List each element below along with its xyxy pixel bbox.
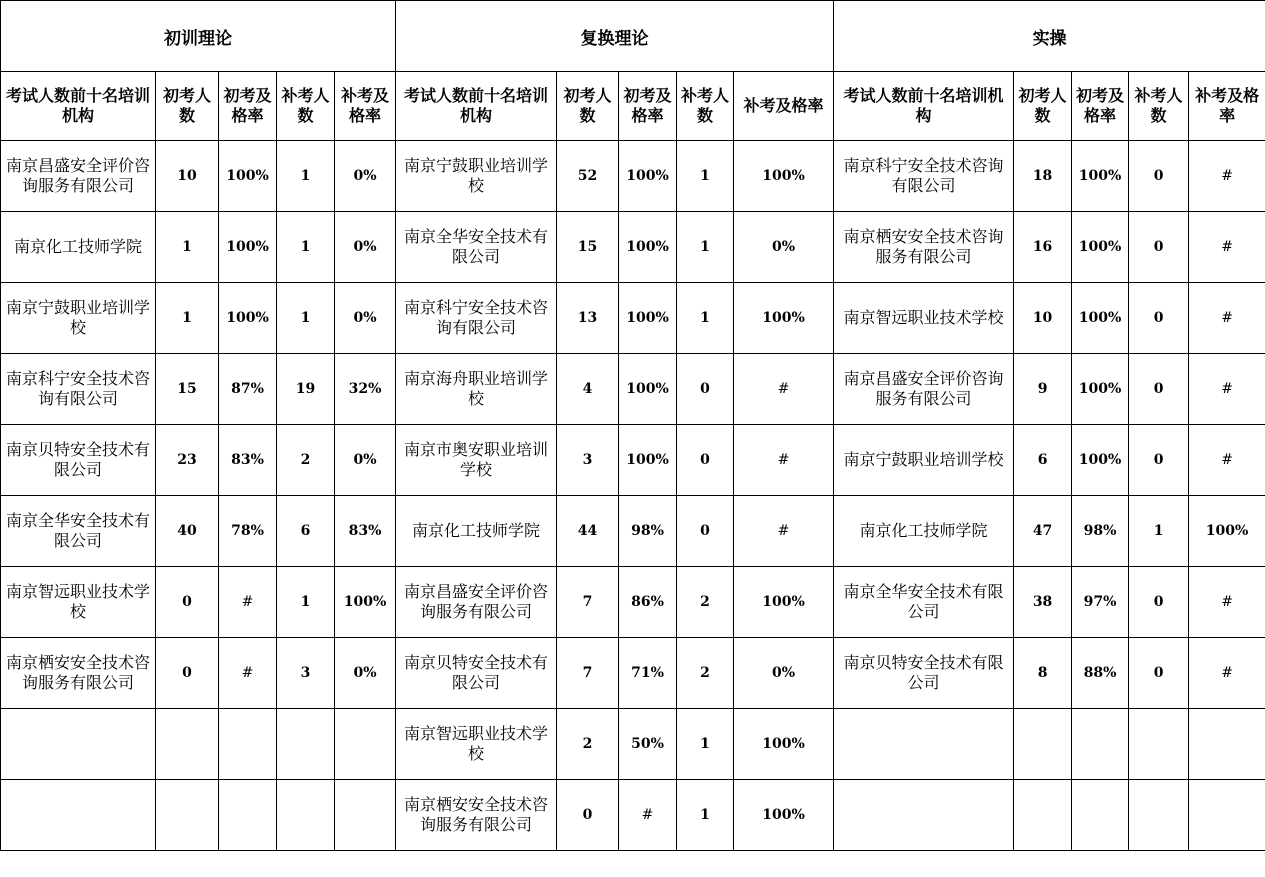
table-row (1, 283, 1265, 354)
shicao-first-pass-rate-cell: 100% (1072, 425, 1129, 496)
fuhuan-institution-cell: 南京栖安安全技术咨询服务有限公司 (396, 780, 557, 851)
shicao-first-count-cell (1014, 780, 1072, 851)
chuxun-first-pass-rate-cell: 78% (219, 496, 277, 567)
col-header-first-count: 初考人数 (1014, 72, 1072, 141)
fuhuan-first-pass-rate-cell: 100% (619, 425, 677, 496)
fuhuan-first-count-cell: 4 (557, 354, 619, 425)
col-header-retake-pass-rate: 补考及格率 (734, 72, 834, 141)
fuhuan-first-pass-rate-cell: 98% (619, 496, 677, 567)
shicao-retake-count-cell: 0 (1129, 638, 1189, 709)
chuxun-retake-count-cell (277, 709, 335, 780)
fuhuan-institution-cell: 南京宁鼓职业培训学校 (396, 141, 557, 212)
shicao-institution-cell: 南京化工技师学院 (834, 496, 1014, 567)
chuxun-retake-count-cell: 1 (277, 567, 335, 638)
chuxun-first-count-cell: 1 (156, 212, 219, 283)
fuhuan-retake-pass-rate-cell: 100% (734, 283, 834, 354)
chuxun-first-count-cell: 10 (156, 141, 219, 212)
shicao-retake-pass-rate-cell: # (1189, 141, 1265, 212)
chuxun-retake-count-cell: 2 (277, 425, 335, 496)
shicao-retake-pass-rate-cell: # (1189, 283, 1265, 354)
fuhuan-retake-pass-rate-cell: 100% (734, 780, 834, 851)
shicao-retake-count-cell: 1 (1129, 496, 1189, 567)
chuxun-institution-cell: 南京昌盛安全评价咨询服务有限公司 (1, 141, 156, 212)
table-row (1, 638, 1265, 709)
shicao-retake-count-cell: 0 (1129, 212, 1189, 283)
chuxun-institution-cell: 南京栖安安全技术咨询服务有限公司 (1, 638, 156, 709)
shicao-institution-cell: 南京全华安全技术有限公司 (834, 567, 1014, 638)
fuhuan-first-count-cell: 2 (557, 709, 619, 780)
shicao-first-count-cell: 9 (1014, 354, 1072, 425)
chuxun-first-count-cell (156, 709, 219, 780)
chuxun-institution-cell: 南京化工技师学院 (1, 212, 156, 283)
chuxun-first-count-cell: 40 (156, 496, 219, 567)
chuxun-institution-cell (1, 780, 156, 851)
shicao-first-count-cell (1014, 709, 1072, 780)
chuxun-retake-pass-rate-cell: 32% (335, 354, 396, 425)
fuhuan-retake-count-cell: 1 (677, 780, 734, 851)
fuhuan-institution-cell: 南京贝特安全技术有限公司 (396, 638, 557, 709)
chuxun-retake-count-cell: 1 (277, 283, 335, 354)
fuhuan-first-pass-rate-cell: 100% (619, 354, 677, 425)
col-header-first-count: 初考人数 (156, 72, 219, 141)
shicao-retake-pass-rate-cell: 100% (1189, 496, 1265, 567)
shicao-first-count-cell: 10 (1014, 283, 1072, 354)
shicao-retake-pass-rate-cell: # (1189, 425, 1265, 496)
chuxun-institution-cell: 南京全华安全技术有限公司 (1, 496, 156, 567)
fuhuan-institution-cell: 南京昌盛安全评价咨询服务有限公司 (396, 567, 557, 638)
fuhuan-retake-count-cell: 2 (677, 567, 734, 638)
fuhuan-institution-cell: 南京科宁安全技术咨询有限公司 (396, 283, 557, 354)
section-title-chuxun: 初训理论 (1, 1, 396, 72)
chuxun-first-count-cell: 23 (156, 425, 219, 496)
fuhuan-retake-pass-rate-cell: 0% (734, 212, 834, 283)
fuhuan-retake-count-cell: 1 (677, 709, 734, 780)
fuhuan-first-pass-rate-cell: 100% (619, 283, 677, 354)
fuhuan-first-count-cell: 7 (557, 567, 619, 638)
shicao-first-count-cell: 38 (1014, 567, 1072, 638)
chuxun-first-pass-rate-cell: # (219, 638, 277, 709)
shicao-retake-count-cell: 0 (1129, 425, 1189, 496)
shicao-first-count-cell: 18 (1014, 141, 1072, 212)
shicao-first-count-cell: 6 (1014, 425, 1072, 496)
chuxun-first-pass-rate-cell: 100% (219, 212, 277, 283)
chuxun-retake-pass-rate-cell: 0% (335, 425, 396, 496)
chuxun-first-pass-rate-cell (219, 780, 277, 851)
fuhuan-institution-cell: 南京化工技师学院 (396, 496, 557, 567)
col-header-institution: 考试人数前十名培训机构 (1, 72, 156, 141)
fuhuan-retake-count-cell: 2 (677, 638, 734, 709)
chuxun-first-count-cell: 1 (156, 283, 219, 354)
chuxun-retake-pass-rate-cell: 100% (335, 567, 396, 638)
chuxun-first-count-cell: 15 (156, 354, 219, 425)
shicao-retake-count-cell: 0 (1129, 354, 1189, 425)
table-row (1, 496, 1265, 567)
section-title-shicao: 实操 (834, 1, 1265, 72)
col-header-institution: 考试人数前十名培训机构 (396, 72, 557, 141)
fuhuan-first-pass-rate-cell: 50% (619, 709, 677, 780)
fuhuan-first-count-cell: 15 (557, 212, 619, 283)
fuhuan-first-pass-rate-cell: 100% (619, 212, 677, 283)
chuxun-retake-pass-rate-cell: 0% (335, 638, 396, 709)
shicao-institution-cell: 南京科宁安全技术咨询有限公司 (834, 141, 1014, 212)
col-header-retake-count: 补考人数 (1129, 72, 1189, 141)
shicao-retake-pass-rate-cell: # (1189, 212, 1265, 283)
shicao-first-pass-rate-cell: 88% (1072, 638, 1129, 709)
chuxun-retake-count-cell: 19 (277, 354, 335, 425)
shicao-retake-count-cell (1129, 709, 1189, 780)
fuhuan-first-pass-rate-cell: 86% (619, 567, 677, 638)
chuxun-retake-pass-rate-cell (335, 780, 396, 851)
fuhuan-retake-pass-rate-cell: # (734, 425, 834, 496)
chuxun-retake-count-cell: 1 (277, 212, 335, 283)
shicao-institution-cell: 南京宁鼓职业培训学校 (834, 425, 1014, 496)
shicao-first-pass-rate-cell (1072, 780, 1129, 851)
table-row (1, 212, 1265, 283)
col-header-first-count: 初考人数 (557, 72, 619, 141)
shicao-first-pass-rate-cell: 97% (1072, 567, 1129, 638)
table-row (1, 354, 1265, 425)
fuhuan-retake-count-cell: 1 (677, 212, 734, 283)
chuxun-retake-count-cell (277, 780, 335, 851)
shicao-retake-pass-rate-cell (1189, 780, 1265, 851)
fuhuan-institution-cell: 南京智远职业技术学校 (396, 709, 557, 780)
chuxun-institution-cell: 南京科宁安全技术咨询有限公司 (1, 354, 156, 425)
chuxun-retake-pass-rate-cell: 0% (335, 283, 396, 354)
shicao-institution-cell: 南京贝特安全技术有限公司 (834, 638, 1014, 709)
table-body (1, 141, 1265, 851)
chuxun-first-pass-rate-cell: # (219, 567, 277, 638)
shicao-first-pass-rate-cell: 100% (1072, 141, 1129, 212)
table-row (1, 141, 1265, 212)
shicao-retake-pass-rate-cell: # (1189, 354, 1265, 425)
chuxun-institution-cell (1, 709, 156, 780)
fuhuan-retake-count-cell: 0 (677, 496, 734, 567)
shicao-first-count-cell: 47 (1014, 496, 1072, 567)
fuhuan-retake-count-cell: 0 (677, 425, 734, 496)
chuxun-institution-cell: 南京宁鼓职业培训学校 (1, 283, 156, 354)
col-header-first-pass-rate: 初考及格率 (619, 72, 677, 141)
fuhuan-retake-count-cell: 1 (677, 141, 734, 212)
col-header-institution: 考试人数前十名培训机构 (834, 72, 1014, 141)
col-header-first-pass-rate: 初考及格率 (219, 72, 277, 141)
fuhuan-retake-pass-rate-cell: # (734, 354, 834, 425)
shicao-first-pass-rate-cell: 100% (1072, 283, 1129, 354)
shicao-retake-count-cell: 0 (1129, 141, 1189, 212)
section-title-fuhuan: 复换理论 (396, 1, 834, 72)
shicao-retake-pass-rate-cell (1189, 709, 1265, 780)
chuxun-first-count-cell (156, 780, 219, 851)
shicao-institution-cell: 南京栖安安全技术咨询服务有限公司 (834, 212, 1014, 283)
shicao-first-pass-rate-cell: 100% (1072, 354, 1129, 425)
table-row (1, 567, 1265, 638)
fuhuan-first-count-cell: 7 (557, 638, 619, 709)
column-header-row (1, 72, 1265, 141)
chuxun-retake-count-cell: 3 (277, 638, 335, 709)
col-header-retake-pass-rate: 补考及格率 (1189, 72, 1265, 141)
shicao-retake-count-cell (1129, 780, 1189, 851)
fuhuan-retake-pass-rate-cell: 0% (734, 638, 834, 709)
chuxun-retake-count-cell: 6 (277, 496, 335, 567)
fuhuan-institution-cell: 南京市奥安职业培训学校 (396, 425, 557, 496)
col-header-retake-pass-rate: 补考及格率 (335, 72, 396, 141)
fuhuan-institution-cell: 南京全华安全技术有限公司 (396, 212, 557, 283)
shicao-retake-count-cell: 0 (1129, 567, 1189, 638)
chuxun-retake-pass-rate-cell: 0% (335, 212, 396, 283)
section-header-row (1, 1, 1265, 72)
shicao-retake-pass-rate-cell: # (1189, 567, 1265, 638)
fuhuan-retake-pass-rate-cell: 100% (734, 709, 834, 780)
chuxun-first-pass-rate-cell: 83% (219, 425, 277, 496)
table-row (1, 780, 1265, 851)
shicao-first-count-cell: 16 (1014, 212, 1072, 283)
chuxun-first-pass-rate-cell: 87% (219, 354, 277, 425)
fuhuan-first-count-cell: 3 (557, 425, 619, 496)
shicao-retake-count-cell: 0 (1129, 283, 1189, 354)
chuxun-first-pass-rate-cell: 100% (219, 283, 277, 354)
shicao-institution-cell (834, 709, 1014, 780)
chuxun-first-pass-rate-cell: 100% (219, 141, 277, 212)
chuxun-institution-cell: 南京贝特安全技术有限公司 (1, 425, 156, 496)
chuxun-retake-count-cell: 1 (277, 141, 335, 212)
shicao-first-pass-rate-cell: 98% (1072, 496, 1129, 567)
fuhuan-first-count-cell: 52 (557, 141, 619, 212)
chuxun-retake-pass-rate-cell (335, 709, 396, 780)
fuhuan-retake-pass-rate-cell: 100% (734, 141, 834, 212)
shicao-first-pass-rate-cell: 100% (1072, 212, 1129, 283)
fuhuan-first-pass-rate-cell: # (619, 780, 677, 851)
chuxun-retake-pass-rate-cell: 83% (335, 496, 396, 567)
chuxun-first-count-cell: 0 (156, 638, 219, 709)
chuxun-first-count-cell: 0 (156, 567, 219, 638)
shicao-institution-cell (834, 780, 1014, 851)
col-header-first-pass-rate: 初考及格率 (1072, 72, 1129, 141)
fuhuan-first-pass-rate-cell: 100% (619, 141, 677, 212)
fuhuan-institution-cell: 南京海舟职业培训学校 (396, 354, 557, 425)
chuxun-institution-cell: 南京智远职业技术学校 (1, 567, 156, 638)
fuhuan-retake-count-cell: 0 (677, 354, 734, 425)
shicao-institution-cell: 南京智远职业技术学校 (834, 283, 1014, 354)
fuhuan-first-count-cell: 13 (557, 283, 619, 354)
shicao-retake-pass-rate-cell: # (1189, 638, 1265, 709)
chuxun-first-pass-rate-cell (219, 709, 277, 780)
fuhuan-first-count-cell: 44 (557, 496, 619, 567)
fuhuan-retake-pass-rate-cell: # (734, 496, 834, 567)
col-header-retake-count: 补考人数 (677, 72, 734, 141)
table-row (1, 709, 1265, 780)
col-header-retake-count: 补考人数 (277, 72, 335, 141)
shicao-institution-cell: 南京昌盛安全评价咨询服务有限公司 (834, 354, 1014, 425)
fuhuan-first-pass-rate-cell: 71% (619, 638, 677, 709)
fuhuan-first-count-cell: 0 (557, 780, 619, 851)
fuhuan-retake-count-cell: 1 (677, 283, 734, 354)
chuxun-retake-pass-rate-cell: 0% (335, 141, 396, 212)
shicao-first-count-cell: 8 (1014, 638, 1072, 709)
fuhuan-retake-pass-rate-cell: 100% (734, 567, 834, 638)
table-row (1, 425, 1265, 496)
shicao-first-pass-rate-cell (1072, 709, 1129, 780)
